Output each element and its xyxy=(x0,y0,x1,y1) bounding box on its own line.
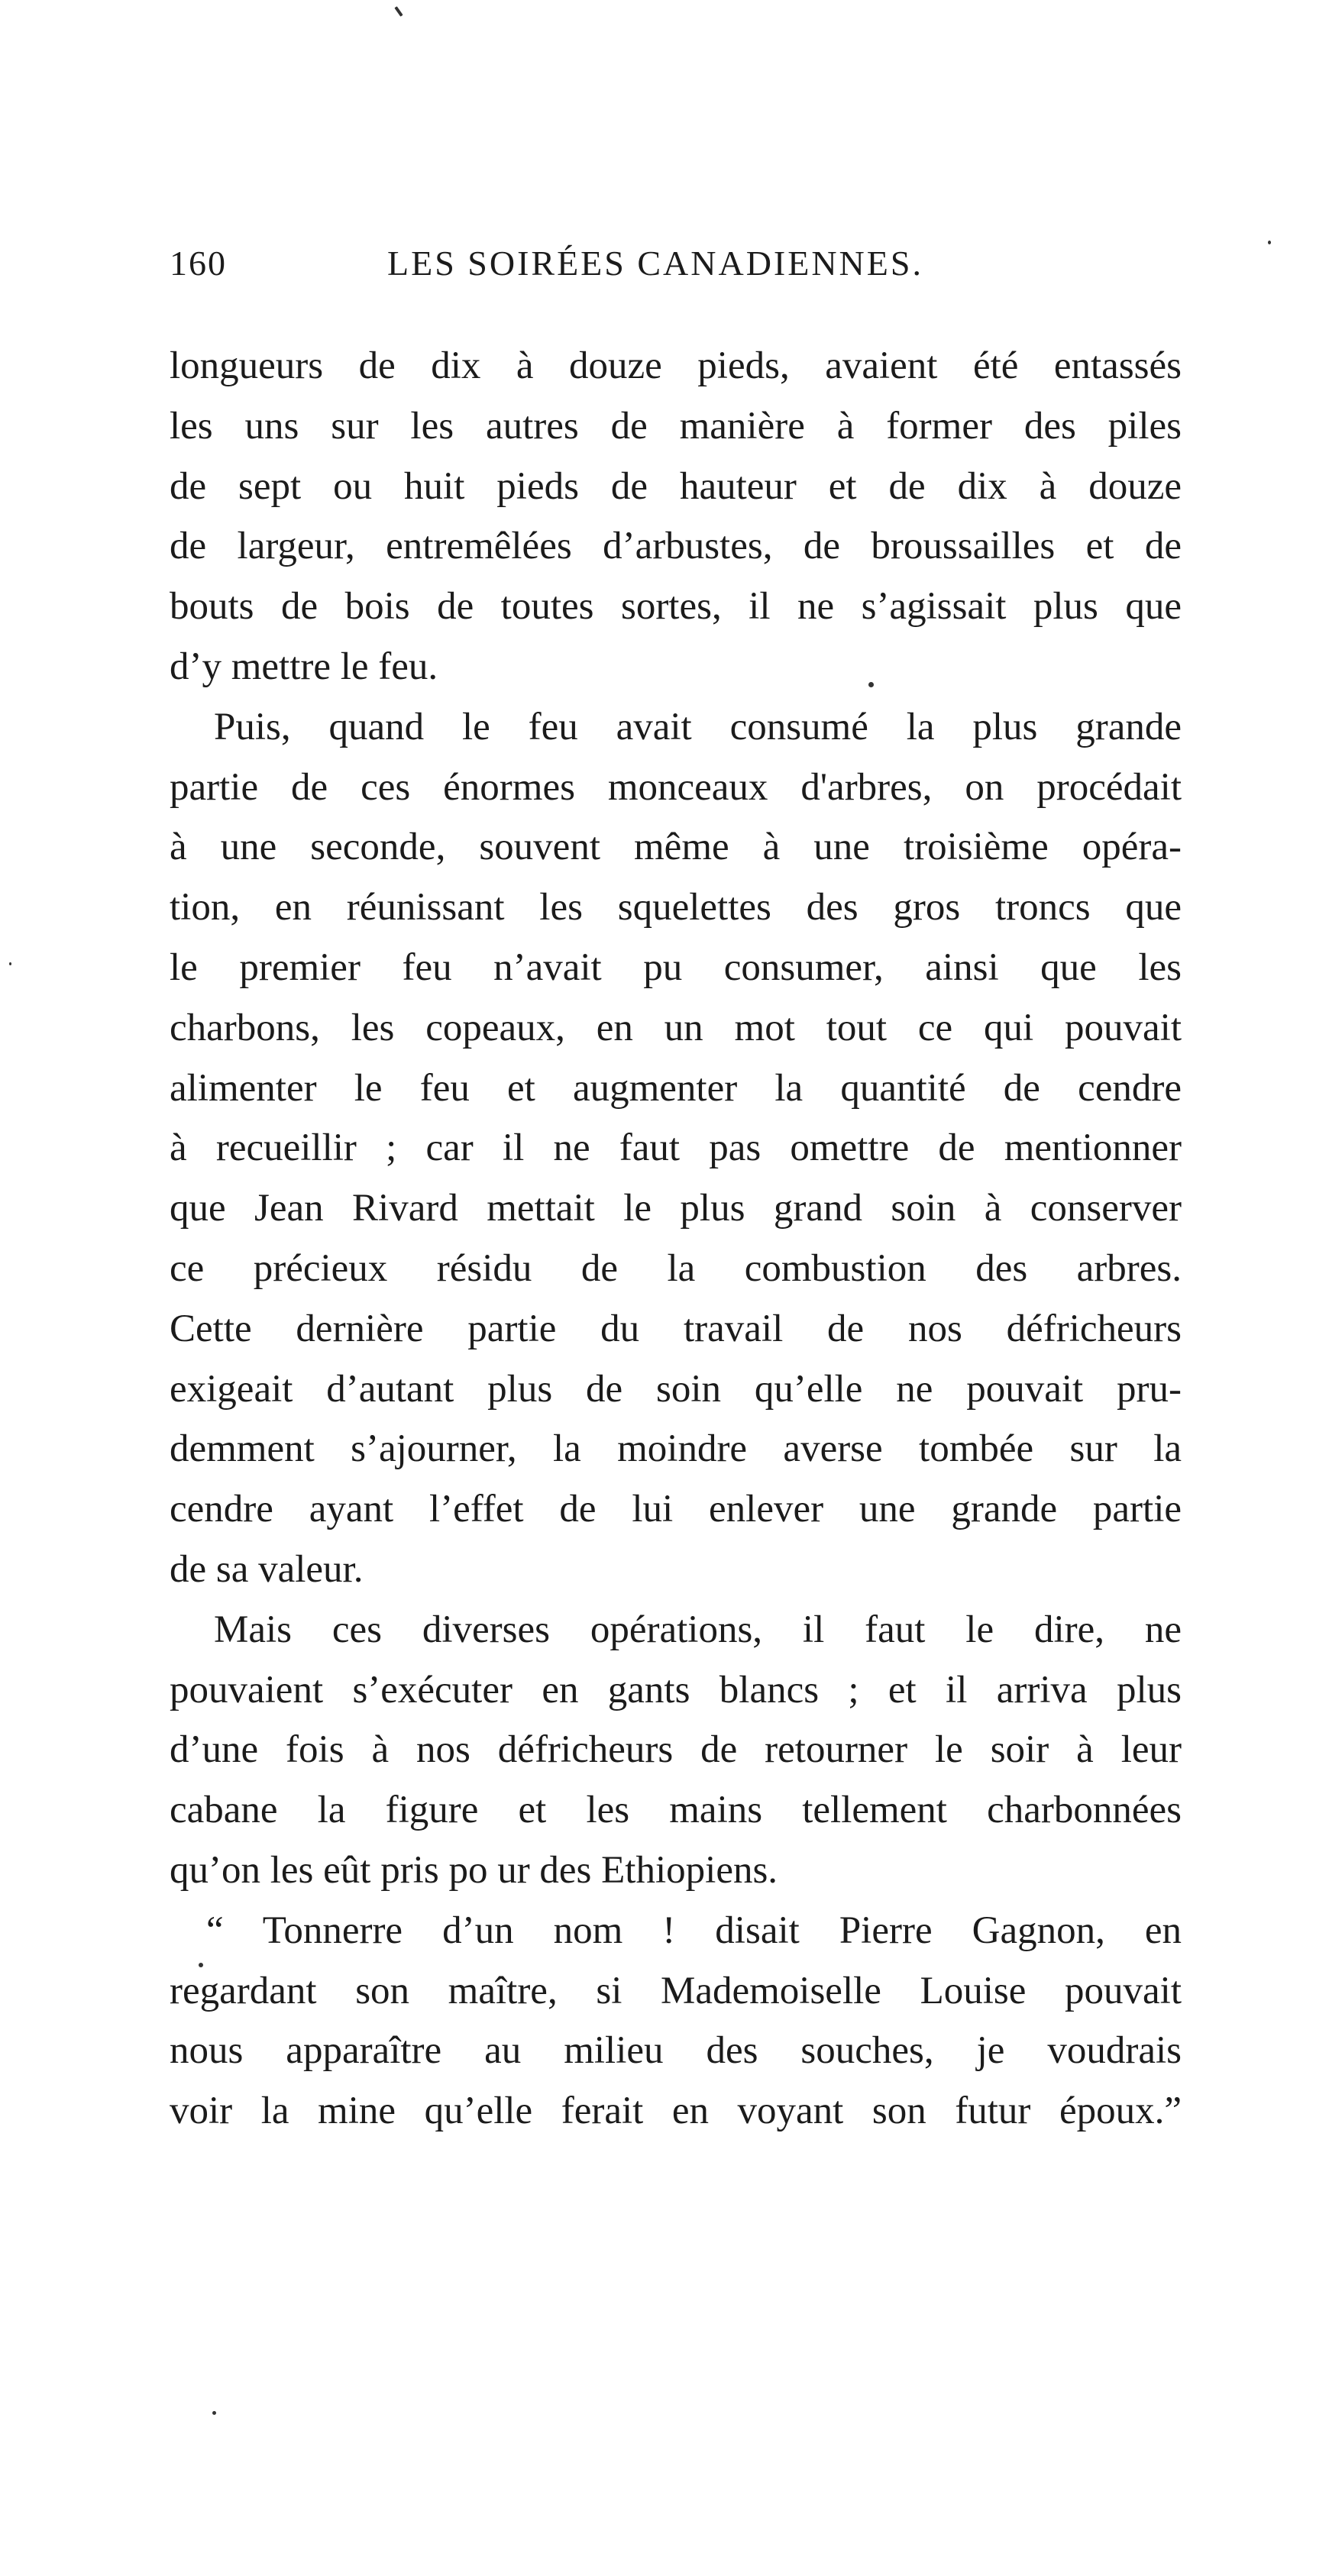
text-line: d’y mettre le feu. xyxy=(170,645,438,688)
text-line: qu’on les eût pris po ur des Ethiopiens. xyxy=(170,1848,778,1892)
text-line: cabane la figure et les mains tellement charbonnées xyxy=(170,1789,1182,1832)
text-line: à recueillir ; car il ne faut pas omettre de mentionner xyxy=(170,1126,1182,1170)
scan-speck xyxy=(1268,241,1271,244)
text-line: à une seconde, souvent même à une troisième opéra- xyxy=(170,826,1182,869)
scan-speck xyxy=(394,6,403,17)
running-head xyxy=(170,243,1185,296)
text-line: ce précieux résidu de la combustion des arbres. xyxy=(170,1246,1182,1290)
text-line: voir la mine qu’elle ferait en voyant son futur époux.” xyxy=(170,2090,1182,2133)
text-line: bouts de bois de toutes sortes, il ne s’agissait plus que xyxy=(170,585,1182,629)
scan-speck xyxy=(199,1963,203,1967)
scan-speck xyxy=(9,962,11,965)
text-line: de sept ou huit pieds de hauteur et de dix à douze xyxy=(170,464,1182,508)
text-line: tion, en réunissant les squelettes des gros troncs que xyxy=(170,886,1182,929)
text-line: que Jean Rivard mettait le plus grand soin à conserver xyxy=(170,1187,1182,1230)
text-line: de sa valeur. xyxy=(170,1547,364,1591)
paragraph xyxy=(170,1600,1182,1901)
text-line: les uns sur les autres de manière à former des piles xyxy=(170,404,1182,448)
text-line: Cette dernière partie du travail de nos défricheurs xyxy=(170,1307,1182,1350)
text-line: charbons, les copeaux, en un mot tout ce qui pouvait xyxy=(170,1006,1182,1049)
text-line: le premier feu n’avait pu consumer, ainsi que les xyxy=(170,945,1182,989)
paragraph xyxy=(170,336,1182,697)
text-line: d’une fois à nos défricheurs de retourner le soir à leur xyxy=(170,1728,1182,1772)
text-line: Mais ces diverses opérations, il faut le dire, ne xyxy=(214,1608,1182,1651)
text-line: exigeait d’autant plus de soin qu’elle ne pouvait pru- xyxy=(170,1367,1182,1411)
text-line: pouvaient s’exécuter en gants blancs ; et il arriva plus xyxy=(170,1668,1182,1711)
text-line: “ Tonnerre d’un nom ! disait Pierre Gagnon, en xyxy=(206,1909,1182,1952)
scan-speck xyxy=(868,682,874,687)
scan-speck xyxy=(212,2411,216,2415)
paragraph xyxy=(170,1901,1182,2141)
running-title: LES SOIRÉES CANADIENNES. xyxy=(387,244,923,283)
text-line: cendre ayant l’effet de lui enlever une grande partie xyxy=(170,1488,1182,1531)
text-line: longueurs de dix à douze pieds, avaient été entassés xyxy=(170,344,1182,387)
text-line: demment s’ajourner, la moindre averse tombée sur la xyxy=(170,1427,1182,1471)
paragraph xyxy=(170,697,1182,1600)
text-line: nous apparaître au milieu des souches, je voudrais xyxy=(170,2029,1182,2073)
text-line: partie de ces énormes monceaux d'arbres, on procédait xyxy=(170,765,1182,809)
text-line: alimenter le feu et augmenter la quantité de cendre xyxy=(170,1066,1182,1110)
body-text xyxy=(170,336,1182,2141)
page-number: 160 xyxy=(170,244,227,283)
text-line: de largeur, entremêlées d’arbustes, de broussailles et de xyxy=(170,525,1182,568)
text-line: regardant son maître, si Mademoiselle Louise pouvait xyxy=(170,1969,1182,2012)
text-line: Puis, quand le feu avait consumé la plus grande xyxy=(214,705,1182,748)
